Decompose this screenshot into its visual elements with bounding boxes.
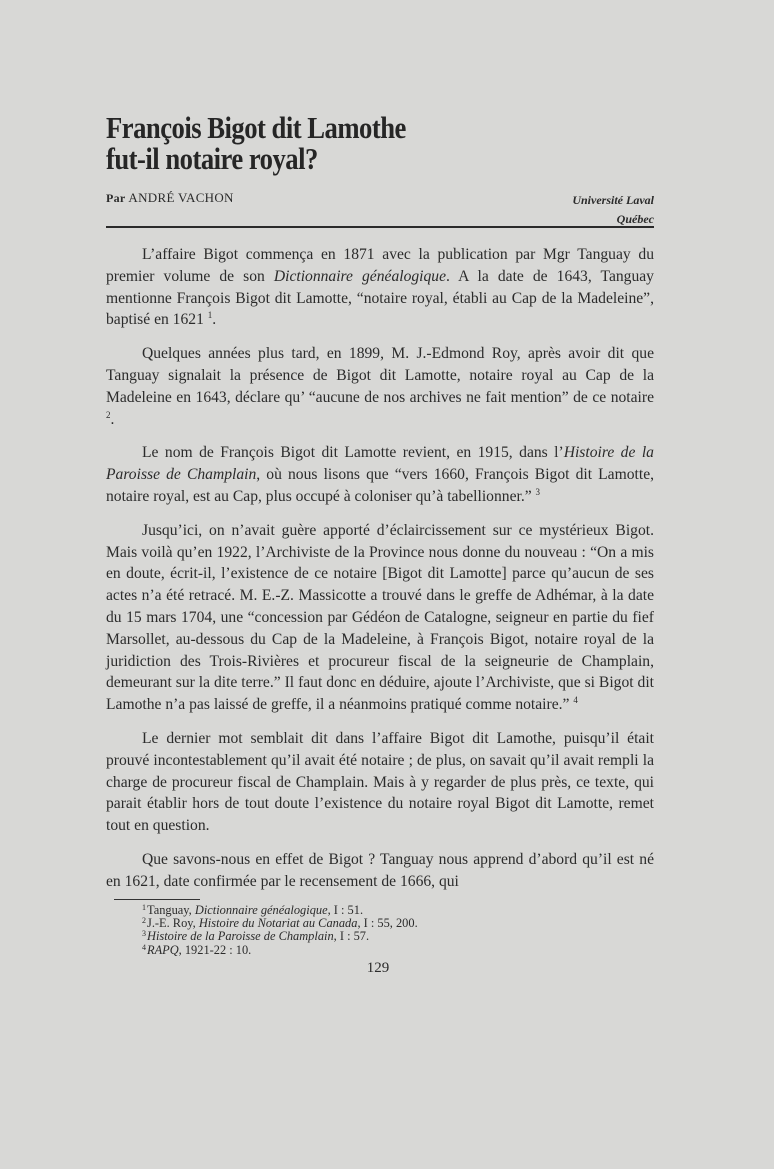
text-segment: , I : 55, 200.: [357, 915, 418, 930]
byline: [106, 190, 234, 206]
footnote: [142, 917, 654, 930]
italic-text: Histoire du Notariat au Canada: [198, 915, 358, 930]
title-line-1: François Bigot dit Lamothe: [106, 110, 406, 145]
footnotes: [142, 904, 654, 958]
italic-text: Dictionnaire généalogique: [273, 267, 447, 285]
paragraph: [106, 520, 654, 716]
italic-text: Histoire de la Paroisse de Champlain: [147, 929, 334, 944]
article-page: [106, 112, 654, 977]
paragraph: [106, 849, 654, 893]
paragraph: [106, 442, 654, 507]
italic-text: Dictionnaire généalogique: [194, 902, 328, 917]
footnote-ref: 4: [573, 695, 578, 706]
paragraph: [106, 343, 654, 430]
text-segment: J.-E. Roy,: [147, 915, 199, 930]
text-segment: Le nom de François Bigot dit Lamotte revient, en 1915, dans l’: [142, 444, 564, 462]
text-segment: , 1921-22 : 10.: [178, 942, 252, 957]
footnote-number: 4: [142, 942, 146, 952]
affiliation-city: Québec: [616, 212, 654, 226]
text-segment: Que savons-nous en effet de Bigot ? Tanguay nous apprend d’abord qu’il est né en 1621, date confirmée par le recensement de 1666, qui: [106, 850, 654, 890]
text-segment: Jusqu’ici, on n’avait guère apporté d’éclaircissement sur ce mystérieux Bigot. Mais voilà qu’en 1922, l’Archiviste de la Province nous donne du nouveau : “On a mis en doute, écrit-il, l’existence de ce notaire [Bigot dit Lamotte] parce qu’aucun de ses actes n’a été retracé. M. E.-Z. Massicotte a trouvé dans le greffe de Adhémar, à la date du 15 mars 1704, une “concession par Gédéon de Catalogne, seigneur en partie du fief Marsollet, au-dessous du Cap de la Madeleine, à François Bigot, notaire royal de la juridiction des Trois-Rivières et procureur fiscal de la seigneurie de Champlain, demeurant sur la dite terre.” Il faut donc en déduire, ajoute l’Archiviste, que si Bigot dit Lamothe n’a pas laissé de greffe, il a néanmoins pratiqué comme notaire.”: [106, 521, 654, 714]
affiliation: [572, 191, 654, 229]
footnote: [142, 904, 654, 917]
page-number: 129: [366, 960, 390, 977]
footnote-number: 2: [142, 915, 146, 925]
text-segment: , I : 57.: [333, 929, 370, 944]
text-segment: L’affaire Bigot commença en 1871 avec la publication par Mgr Tanguay du premier volume de son: [106, 246, 654, 285]
footnote-number: 1: [142, 902, 146, 912]
text-segment: , où nous lisons que “vers 1660, François Bigot dit Lamotte, notaire royal, est au Cap, plus occupé à coloniser qu’à tabellionner.”: [106, 466, 655, 505]
text-segment: . A la date de 1643, Tanguay mentionne François Bigot dit Lamotte, “notaire royal, établi au Cap de la Madeleine”, baptisé en 1621: [106, 267, 654, 329]
italic-text: Histoire de la Paroisse de Champlain: [106, 444, 654, 484]
affiliation-university: Université Laval: [572, 193, 654, 207]
title-line-2: fut-il notaire royal?: [106, 141, 318, 176]
text-segment: .: [110, 410, 115, 428]
footnote-ref: 3: [535, 486, 541, 497]
footnote-ref: 2: [106, 409, 111, 420]
author-name: ANDRÉ VACHON: [128, 190, 234, 205]
paragraph: [106, 728, 654, 837]
text-segment: Tanguay,: [147, 902, 195, 917]
text-segment: , I : 51.: [327, 902, 364, 917]
byline-prefix: Par: [106, 191, 126, 205]
article-title: [106, 112, 467, 174]
text-segment: .: [212, 311, 217, 329]
footnote-number: 3: [142, 929, 146, 939]
byline-row: [106, 190, 654, 226]
footnote-rule: [114, 899, 200, 900]
text-segment: Le dernier mot semblait dit dans l’affaire Bigot dit Lamothe, puisqu’il était prouvé incontestablement qu’il avait été notaire ; de plus, on savait qu’il avait rempli la charge de procureur fiscal de Champlain. Mais à y regarder de plus près, ce texte, qui parait établir hors de tout doute l’existence du notaire royal Bigot dit Lamotte, remet tout en question.: [106, 729, 654, 835]
paragraph: [106, 244, 654, 331]
footnote: [142, 930, 654, 943]
italic-text: RAPQ: [147, 942, 179, 957]
footnote-ref: 1: [207, 310, 213, 321]
article-body: [106, 244, 654, 893]
footnote: [142, 944, 654, 957]
text-segment: Quelques années plus tard, en 1899, M. J.-Edmond Roy, après avoir dit que Tanguay signalait la présence de Bigot dit Lamotte, notaire royal au Cap de la Madeleine en 1643, déclare qu’ “aucune de nos archives ne fait mention” de ce notaire: [106, 345, 654, 406]
